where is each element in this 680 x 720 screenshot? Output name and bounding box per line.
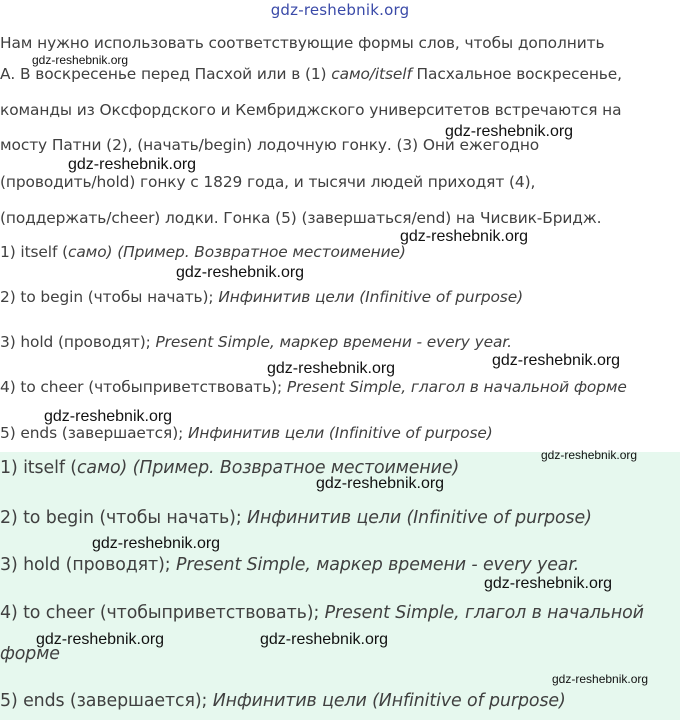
text-run: (поддержать/cheer) лодки. Гонка (5) (завершаться/end) на Чисвик-Бридж. [0,209,602,227]
watermark: gdz-reshebnik.org [176,264,305,281]
watermark: gdz-reshebnik.org [492,352,621,369]
text-run: Нам нужно использовать соответствующие формы слов, чтобы дополнить [0,34,605,52]
watermark: gdz-reshebnik.org [267,360,396,377]
text-run: 3) hold (проводят); [0,555,176,575]
watermark: gdz-reshebnik.org [541,448,638,462]
watermark: gdz-reshebnik.org [32,53,129,67]
answer-green-item [0,508,592,528]
text-run: Present Simple, глагол в начальной [324,603,644,623]
text-run: само/itself [331,65,412,83]
text-run: Пасхальное воскресенье, [411,65,622,83]
text-run: 4) to cheer (чтобыприветствовать); [0,378,287,396]
intro-line [0,173,535,191]
text-run: Инфинитив цели (Infinitive of purpose) [187,424,493,442]
text-run: 1) itself ( [0,458,77,478]
answer-top-item [0,243,406,261]
intro-line [0,209,601,227]
answer-green-item [0,555,579,575]
text-run: мосту Патни (2), (начать/begin) лодочную гонку. (3) Они ежегодно [0,136,540,154]
text-run: Инфинитив цели (Infinitive of purpose) [247,508,592,528]
text-run: 3) hold (проводят); [0,333,156,351]
text-run: А. В воскресенье перед Пасхой или в (1) [0,65,332,83]
text-run: само) (Пример. Возвратное местоимение) [76,458,460,478]
intro-line [0,65,622,83]
text-run: Present Simple, глагол в начальной форме [286,378,627,396]
text-run: 4) to cheer (чтобыприветствовать); [0,603,325,623]
watermark: gdz-reshebnik.org [484,575,613,592]
watermark: gdz-reshebnik.org [36,631,165,648]
answer-top-item [0,378,627,396]
intro-line [0,101,621,119]
watermark: gdz-reshebnik.org [552,672,649,686]
answer-top-item [0,288,523,306]
intro-line [0,34,604,52]
text-run: форме [0,644,60,664]
answer-top-item [0,333,512,351]
answer-top-item [0,424,493,442]
watermark: gdz-reshebnik.org [68,156,197,173]
text-run: 1) itself ( [0,243,68,261]
watermark: gdz-reshebnik.org [400,228,529,245]
answer-green-item [0,603,644,623]
text-run: (проводить/hold) гонку с 1829 года, и тысячи людей приходят (4), [0,173,536,191]
text-run: 2) to begin (чтобы начать); [0,288,219,306]
text-run: команды из Оксфордского и Кембриджского университетов встречаются на [0,101,622,119]
header-watermark: gdz-reshebnik.org [270,1,410,19]
text-run: Инфинитив цели (Инfinitive of purpose) [212,691,566,711]
watermark: gdz-reshebnik.org [260,631,389,648]
text-run: Present Simple, маркер времени - every year. [155,333,512,351]
text-run: 5) ends (завершается); [0,424,188,442]
watermark: gdz-reshebnik.org [316,475,445,492]
watermark: gdz-reshebnik.org [445,123,574,140]
text-run: Present Simple, маркер времени - every year. [175,555,580,575]
answer-green-item [0,691,566,711]
watermark: gdz-reshebnik.org [44,408,173,425]
text-run: Инфинитив цели (Infinitive of purpose) [218,288,523,306]
text-run: 2) to begin (чтобы начать); [0,508,248,528]
watermark: gdz-reshebnik.org [92,535,221,552]
text-run: само) (Пример. Возвратное местоимение) [67,243,406,261]
text-run: 5) ends (завершается); [0,691,213,711]
